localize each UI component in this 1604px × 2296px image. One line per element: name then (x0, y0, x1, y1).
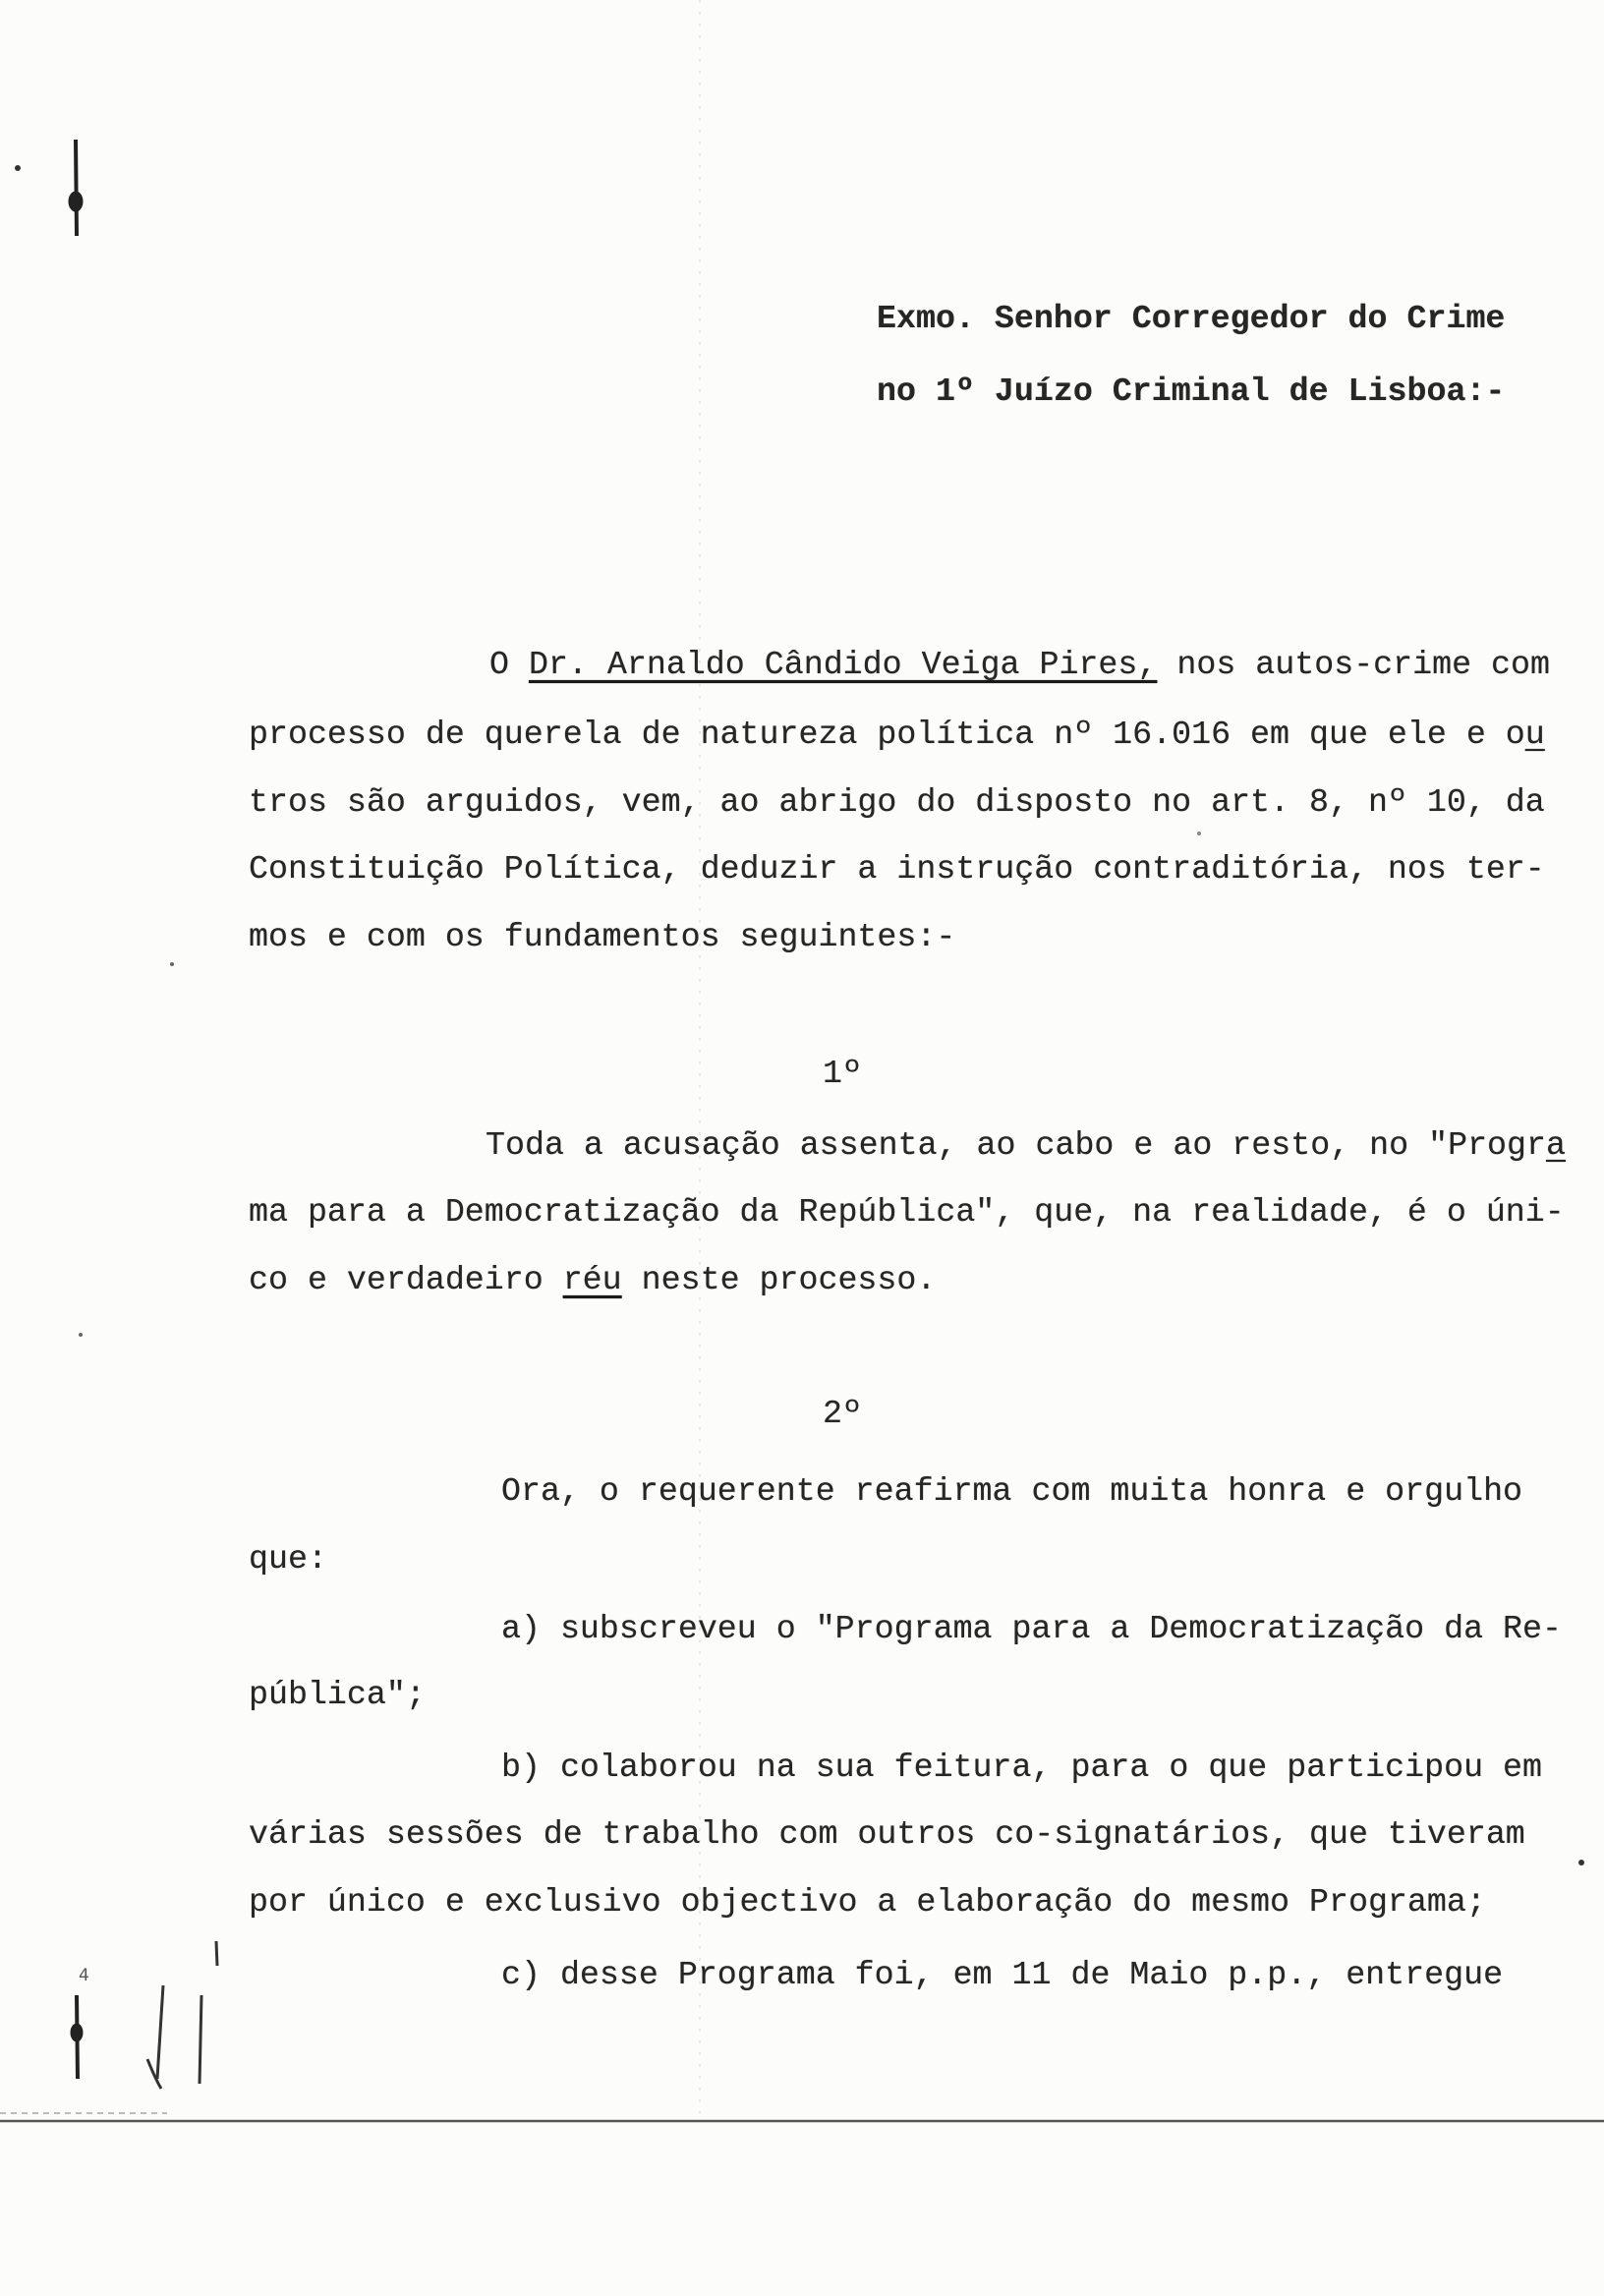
intro-line-5: mos e com os fundamentos seguintes:- (249, 918, 956, 955)
intro-line-1-start: O (489, 646, 529, 683)
addressee-line-1: Exmo. Senhor Corregedor do Crime (877, 300, 1506, 337)
item-b-line-3: por único e exclusivo objectivo a elaboração do mesmo Programa; (249, 1883, 1486, 1921)
item-b-line-1: b) colaborou na sua feitura, para o que participou em (501, 1749, 1543, 1786)
intro-line-2-underlined: u (1524, 716, 1545, 753)
article-1-line-3-end: neste processo. (621, 1261, 937, 1298)
punch-mark-bottom (71, 1995, 83, 2079)
intro-line-2-text: processo de querela de natureza política nº 16.016 em que ele e o (249, 716, 1525, 753)
speck (15, 165, 21, 171)
article-1-line-3 (249, 1260, 936, 1299)
speck (1578, 1860, 1584, 1866)
margin-note: 4 (79, 1966, 89, 1985)
article-2-line-2: que: (249, 1540, 327, 1578)
item-a-line-2: pública"; (249, 1676, 426, 1713)
addressee-line-2: no 1º Juízo Criminal de Lisboa:- (877, 373, 1506, 410)
intro-line-3: tros são arguidos, vem, ao abrigo do disposto no art. 8, nº 10, da (249, 783, 1545, 821)
speck (170, 962, 174, 966)
intro-line-1-end: nos autos-crime com (1157, 646, 1551, 683)
article-1-line-1-underlined: a (1546, 1126, 1566, 1164)
item-c-line-1: c) desse Programa foi, em 11 de Maio p.p., entregue (501, 1956, 1504, 1993)
article-1-number: 1º (823, 1055, 862, 1092)
article-1-line-1-text: Toda a acusação assenta, ao cabo e ao resto, no "Progr (486, 1126, 1546, 1164)
article-2-line-1: Ora, o requerente reafirma com muita honra e orgulho (501, 1472, 1523, 1510)
item-b-line-2: várias sessões de trabalho com outros co-signatários, que tiveram (249, 1815, 1525, 1853)
speck (79, 1333, 83, 1337)
intro-line-4: Constituição Política, deduzir a instrução contraditória, nos ter- (249, 850, 1545, 888)
intro-line-1 (489, 645, 1550, 684)
intro-line-2 (249, 715, 1545, 754)
petitioner-name: Dr. Arnaldo Cândido Veiga Pires, (528, 646, 1158, 683)
underlined-word-reu: réu (562, 1261, 622, 1298)
article-1-line-3-start: co e verdadeiro (249, 1261, 563, 1298)
article-1-line-1 (486, 1125, 1566, 1165)
speck (1197, 832, 1201, 835)
punch-mark-top (69, 140, 83, 236)
article-2-number: 2º (823, 1395, 862, 1432)
article-1-line-2: ma para a Democratização da República", que, na realidade, é o úni- (249, 1193, 1565, 1231)
margin-scribble (147, 1941, 217, 2089)
item-a-line-1: a) subscreveu o "Programa para a Democratização da Re- (501, 1610, 1562, 1647)
